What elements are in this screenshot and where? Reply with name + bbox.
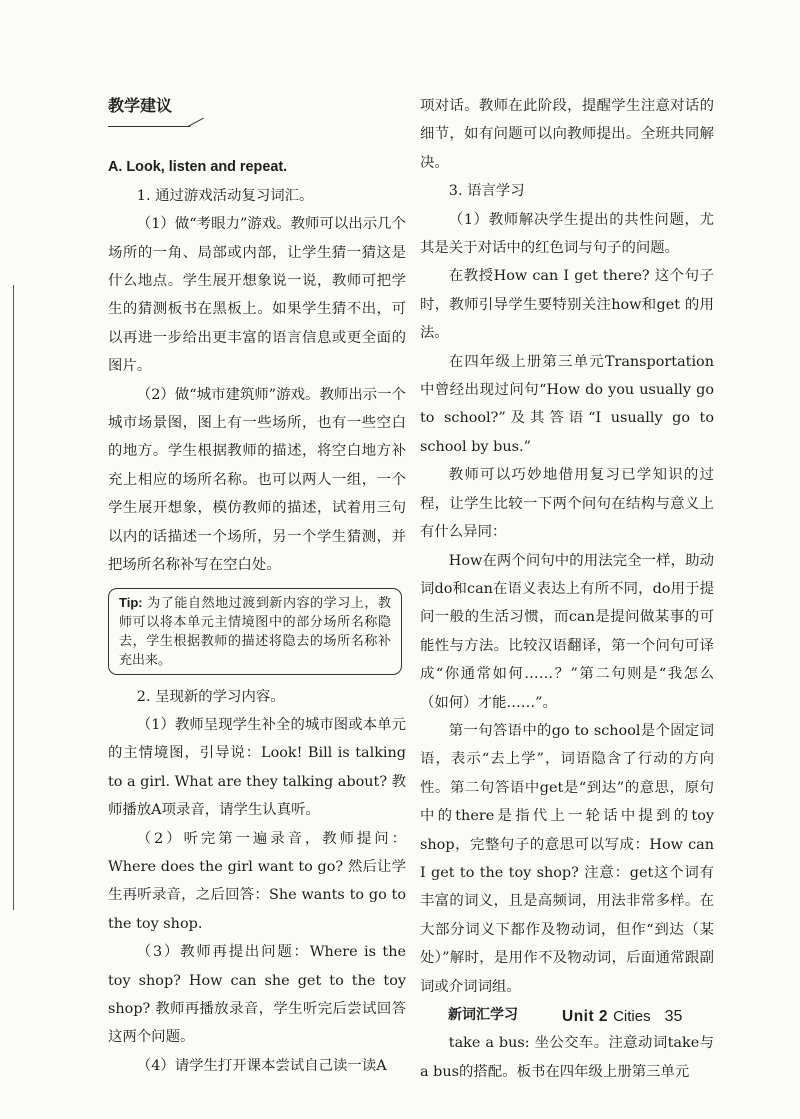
tip-text: 为了能自然地过渡到新内容的学习上，教师可以将本单元主情境图中的部分场所名称隐去，学生根据教师的描述将隐去的场所名称补充出来。 <box>119 595 391 668</box>
left-column <box>108 92 406 1080</box>
paragraph: take a bus: 坐公交车。注意动词take与a bus的搭配。板书在四年级上册第三单元 <box>420 1035 714 1080</box>
paragraph: （4）请学生打开课本尝试自己读一读A <box>136 1057 387 1074</box>
paragraph: How在两个问句中的用法完全一样，助动词do和can在语义表达上有所不同，do用于提问一般的生活习惯，而can是提问做某事的可能性与方法。比较汉语翻译，第一个问句可译成“你通常如何……？”第二句则是“我怎么（如何）才能……”。 <box>420 552 714 711</box>
section-title: 教学建议 <box>108 92 190 127</box>
paragraph: 在教授How can I get there? 这个句子时，教师引导学生要特别关注how和get 的用法。 <box>420 268 714 342</box>
footer-title: Cities <box>613 1008 651 1025</box>
tip-box <box>108 588 402 675</box>
paragraph: 2. 呈现新的学习内容。 <box>136 688 285 705</box>
paragraph: （1）教师解决学生提出的共性问题，尤其是关于对话中的红色词与句子的问题。 <box>420 211 714 257</box>
footer-unit: Unit 2 <box>562 1008 609 1025</box>
paragraph: 在四年级上册第三单元Transportation中曾经出现过问句“How do you usually go to school?”及其答语“I usually go to school by bus.” <box>420 353 714 455</box>
page-footer <box>562 1008 682 1026</box>
paragraph: （2）听完第一遍录音，教师提问：Where does the girl want to go? 然后让学生再听录音，之后回答：She wants to go to the toy shop. <box>108 830 406 932</box>
paragraph: 1. 通过游戏活动复习词汇。 <box>136 187 314 204</box>
subhead-a: A. Look, listen and repeat. <box>108 159 288 176</box>
page-edge-mark <box>0 285 14 910</box>
vocab-title: 新词汇学习 <box>448 1007 518 1023</box>
paragraph: 教师可以巧妙地借用复习已学知识的过程，让学生比较一下两个问句在结构与意义上有什么异同： <box>420 467 714 541</box>
paragraph: （1）做“考眼力”游戏。教师可以出示几个场所的一角、局部或内部，让学生猜一猜这是什么地点。学生展开想象说一说，教师可把学生的猜测板书在黑板上。如果学生猜不出，可以再进一步给出更丰富的语言信息或更全面的图片。 <box>108 216 406 375</box>
paragraph: 第一句答语中的go to school是个固定词语，表示“去上学”，词语隐含了行动的方向性。第二句答语中get是“到达”的意思，原句中的there是指代上一轮话中提到的toy shop，完整句子的意思可以写成：How can I get to the toy shop? 注意：get这个词有丰富的词义，且是高频词，用法非常多样。在大部分词义下都作及物动词，但作“到达（某处）”解时，是用作不及物动词，后面通常跟副词或介词词组。 <box>420 722 714 995</box>
page-number: 35 <box>664 1008 683 1025</box>
paragraph: 3. 语言学习 <box>448 183 525 200</box>
paragraph: 项对话。教师在此阶段，提醒学生注意对话的细节，如有问题可以向教师提出。全班共同解决。 <box>420 98 714 171</box>
right-column <box>420 92 714 1086</box>
paragraph: （2）做“城市建筑师”游戏。教师出示一个城市场景图，图上有一些场所，也有一些空白的地方。学生根据教师的描述，将空白地方补充上相应的场所名称。也可以两人一组，一个学生展开想象，模仿教师的描述，试着用三句以内的话描述一个场所，另一个学生猜测，并把场所名称补写在空白处。 <box>108 386 406 574</box>
tip-label: Tip: <box>119 594 143 610</box>
paragraph: （1）教师呈现学生补全的城市图或本单元的主情境图，引导说：Look! Bill is talking to a girl. What are they talking about? 教师播放A项录音，请学生认真听。 <box>108 716 406 819</box>
paragraph: （3）教师再提出问题：Where is the toy shop? How can she get to the toy shop? 教师再播放录音，学生听完后尝试回答这两个问题。 <box>108 944 406 1046</box>
